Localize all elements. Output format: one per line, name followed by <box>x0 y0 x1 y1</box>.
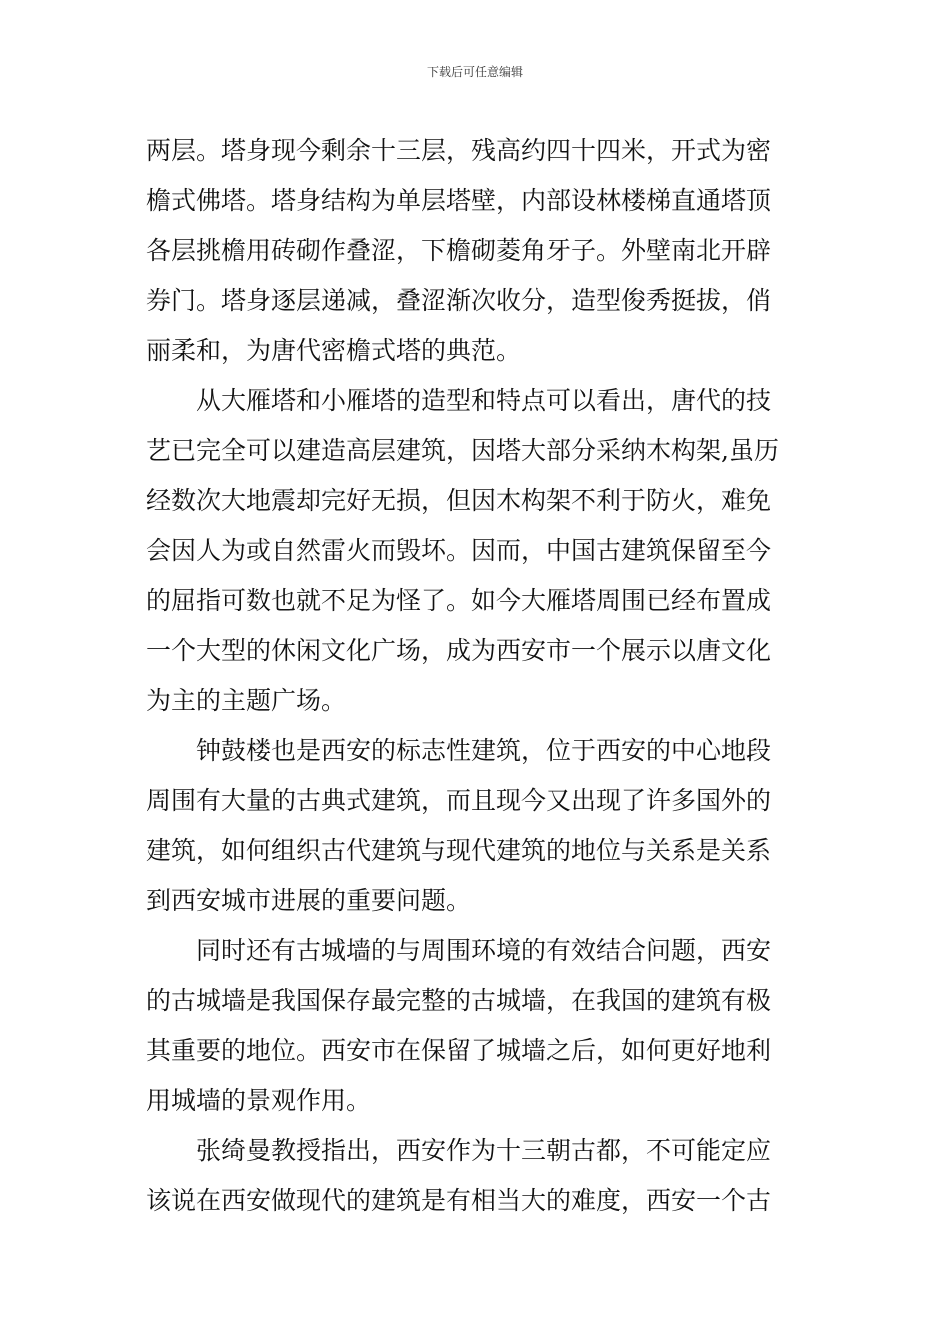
text-line: 其重要的地位。西安市在保留了城墙之后，如何更好地利 <box>146 1036 772 1065</box>
text-line: 周围有大量的古典式建筑，而且现今又出现了许多国外的 <box>146 786 772 815</box>
text-line: 艺已完全可以建造高层建筑，因塔大部分采纳木构架,虽历 <box>146 436 779 465</box>
text-line: 到西安城市进展的重要问题。 <box>146 886 472 915</box>
text-line: 经数次大地震却完好无损，但因木构架不利于防火，难免 <box>146 486 772 515</box>
paragraph-start-line: 从大雁塔和小雁塔的造型和特点可以看出，唐代的技 <box>196 386 772 415</box>
text-line: 用城墙的景观作用。 <box>146 1086 372 1115</box>
text-line: 券门。塔身逐层递减，叠涩渐次收分，造型俊秀挺拔，俏 <box>146 286 772 315</box>
text-line: 的古城墙是我国保存最完整的古城墙，在我国的建筑有极 <box>146 986 772 1015</box>
text-line: 为主的主题广场。 <box>146 686 347 715</box>
text-line: 一个大型的休闲文化广场，成为西安市一个展示以唐文化 <box>146 636 772 665</box>
text-line: 檐式佛塔。塔身结构为单层塔壁，内部设林楼梯直通塔顶 <box>146 186 772 215</box>
text-line: 各层挑檐用砖砌作叠涩，下檐砌菱角牙子。外壁南北开辟 <box>146 236 772 265</box>
page-header: 下载后可任意编辑 <box>426 65 523 79</box>
text-line: 的屈指可数也就不足为怪了。如今大雁塔周围已经布置成 <box>146 586 772 615</box>
text-line: 该说在西安做现代的建筑是有相当大的难度，西安一个古 <box>146 1186 772 1215</box>
paragraph-start-line: 张绮曼教授指出，西安作为十三朝古都，不可能定应 <box>196 1136 772 1165</box>
text-line: 建筑，如何组织古代建筑与现代建筑的地位与关系是关系 <box>146 836 772 865</box>
paragraph-start-line: 钟鼓楼也是西安的标志性建筑，位于西安的中心地段 <box>196 736 772 765</box>
text-line: 两层。塔身现今剩余十三层，残高约四十四米，开式为密 <box>146 136 772 165</box>
text-line: 丽柔和，为唐代密檐式塔的典范。 <box>146 336 522 365</box>
body-text <box>146 126 811 1226</box>
text-line: 会因人为或自然雷火而毁坏。因而，中国古建筑保留至今 <box>146 536 772 565</box>
paragraph-start-line: 同时还有古城墙的与周围环境的有效结合问题，西安 <box>196 936 772 965</box>
